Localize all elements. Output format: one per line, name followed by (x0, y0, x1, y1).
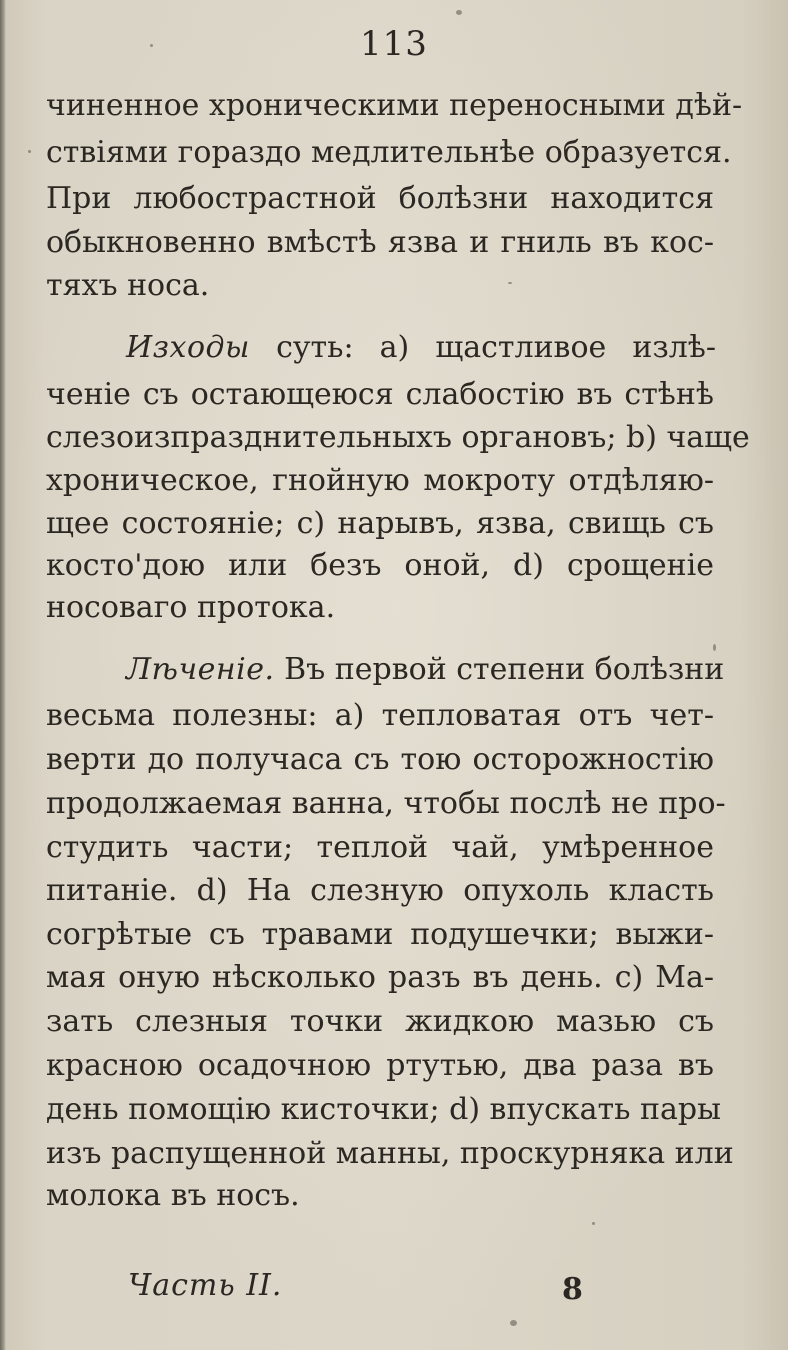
text-line: студить части; теплой чай, умѣренное (46, 830, 714, 865)
text-line: питаніе. d) На слезную опухоль класть (46, 873, 714, 908)
text-line: носоваго протока. (46, 590, 336, 625)
text-line: день помощію кисточки; d) впускать пары (46, 1092, 721, 1127)
text-line: косто'дою или безъ оной, d) срощеніе (46, 548, 714, 583)
paragraph-lead-rest: Въ первой степени болѣзни (284, 652, 725, 687)
paragraph-first-line (126, 652, 725, 688)
text-line: слезоизпразднительныхъ органовъ; b) чаще (46, 420, 750, 455)
paper-speck (508, 282, 512, 284)
paper-speck (713, 644, 716, 651)
text-line: зать слезныя точки жидкою мазью съ (46, 1004, 714, 1039)
text-line: При любострастной болѣзни находится (46, 181, 714, 216)
paragraph-lead: Изходы (126, 330, 250, 365)
signature-mark: 8 (562, 1272, 583, 1307)
text-line: весьма полезны: а) тепловатая отъ чет- (46, 698, 714, 733)
text-line: тяхъ носа. (46, 268, 210, 303)
text-line: мая оную нѣсколько разъ въ день. с) Ма- (46, 960, 714, 995)
text-line: обыкновенно вмѣстѣ язва и гниль въ кос- (46, 225, 714, 260)
paper-speck (28, 150, 31, 153)
text-line: ствіями гораздо медлительнѣе образуется. (46, 135, 732, 170)
text-line: согрѣтые съ травами подушечки; выжи- (46, 917, 714, 952)
text-line: ченіе съ остающеюся слабостію въ стѣнѣ (46, 377, 714, 412)
paper-speck (592, 1222, 595, 1225)
text-line: продолжаемая ванна, чтобы послѣ не про- (46, 786, 726, 821)
text-line: молока въ носъ. (46, 1178, 300, 1213)
text-line: хроническое, гнойную мокроту отдѣляю- (46, 463, 714, 498)
paragraph-lead: Лѣченіе. (126, 652, 275, 687)
paper-speck (510, 1320, 517, 1326)
text-line: чиненное хроническими переносными дѣй- (46, 88, 743, 123)
paragraph-lead-rest: суть: а) щастливое излѣ- (276, 330, 717, 365)
page-footer (0, 1268, 788, 1308)
text-line: верти до получаса съ тою осторожностію (46, 742, 714, 777)
volume-title: Часть II. (128, 1268, 283, 1303)
text-line: щее состояніе; с) нарывъ, язва, свищь съ (46, 506, 714, 541)
text-line: красною осадочною ртутью, два раза въ (46, 1048, 714, 1083)
text-line: изъ распущенной манны, проскурняка или (46, 1136, 734, 1171)
paper-speck (150, 44, 153, 47)
page-spine-shadow (0, 0, 6, 1350)
paragraph-first-line (126, 330, 716, 366)
paper-speck (456, 10, 462, 15)
page-number: 113 (360, 24, 428, 64)
